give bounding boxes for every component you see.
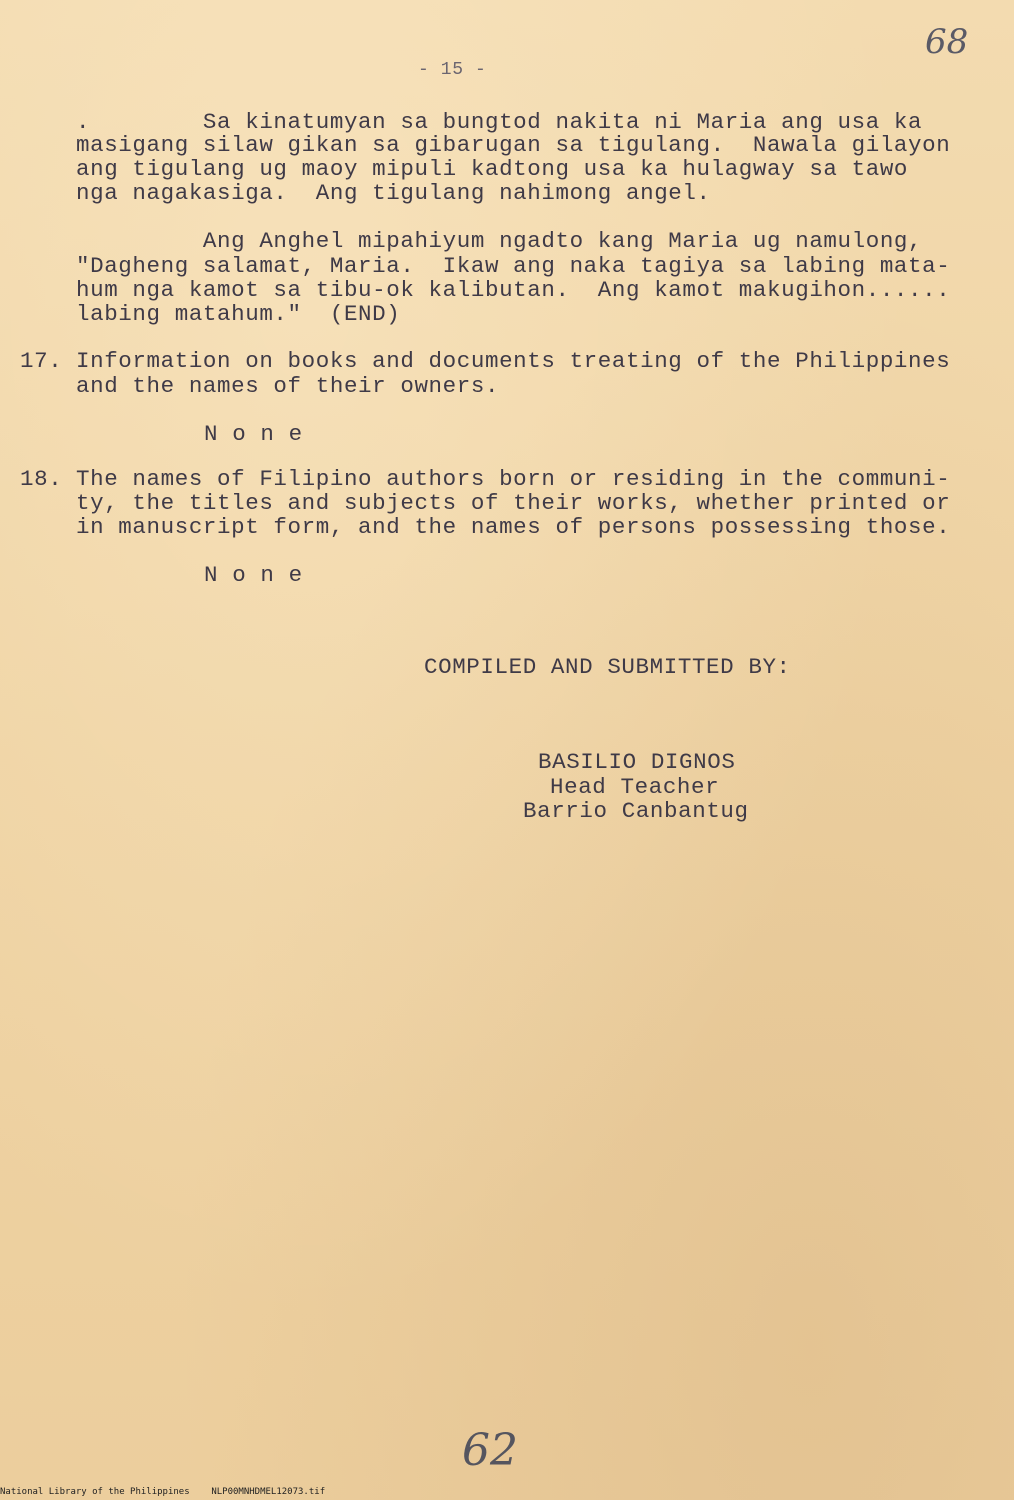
item-18-line-2: ty, the titles and subjects of their works, whether printed or — [76, 490, 951, 516]
story-paragraph-2-line-2: "Dagheng salamat, Maria. Ikaw ang naka tagiya sa labing mata- — [76, 253, 951, 279]
archive-footer: National Library of the Philippines NLP00MNHDMEL12073.tif — [0, 1487, 326, 1497]
item-17-line-2: and the names of their owners. — [76, 373, 500, 399]
compiled-by-caption: COMPILED AND SUBMITTED BY: — [424, 654, 791, 680]
signatory-name: BASILIO DIGNOS — [538, 749, 736, 775]
item-17-line-1: Information on books and documents treating of the Philippines — [76, 348, 951, 374]
item-18-line-1: The names of Filipino authors born or residing in the communi- — [76, 466, 951, 492]
story-paragraph-1-line-1: . Sa kinatumyan sa bungtod nakita ni Maria ang usa ka — [76, 109, 923, 135]
item-18-answer: N o n e — [204, 562, 303, 588]
signatory-place: Barrio Canbantug — [523, 798, 749, 824]
handwritten-page-number-bottom: 62 — [462, 1425, 518, 1476]
story-paragraph-2-line-3: hum nga kamot sa tibu-ok kalibutan. Ang kamot makugihon...... — [76, 277, 951, 303]
story-paragraph-1-line-2: masigang silaw gikan sa gibarugan sa tigulang. Nawala gilayon — [76, 132, 951, 158]
signatory-title: Head Teacher — [550, 774, 720, 800]
item-18-line-3: in manuscript form, and the names of persons possessing those. — [76, 514, 951, 540]
page-marker: - 15 - — [418, 60, 487, 80]
story-paragraph-1-line-4: nga nagakasiga. Ang tigulang nahimong angel. — [76, 180, 711, 206]
item-18-number: 18. — [20, 466, 63, 492]
story-paragraph-2-line-1: Ang Anghel mipahiyum ngadto kang Maria ug namulong, — [76, 228, 923, 254]
story-paragraph-2-line-4: labing matahum." (END) — [76, 301, 401, 327]
item-17-answer: N o n e — [204, 421, 303, 447]
story-paragraph-1-line-3: ang tigulang ug maoy mipuli kadtong usa ka hulagway sa tawo — [76, 156, 909, 182]
item-17-number: 17. — [20, 348, 63, 374]
handwritten-page-number-top: 68 — [925, 22, 969, 62]
